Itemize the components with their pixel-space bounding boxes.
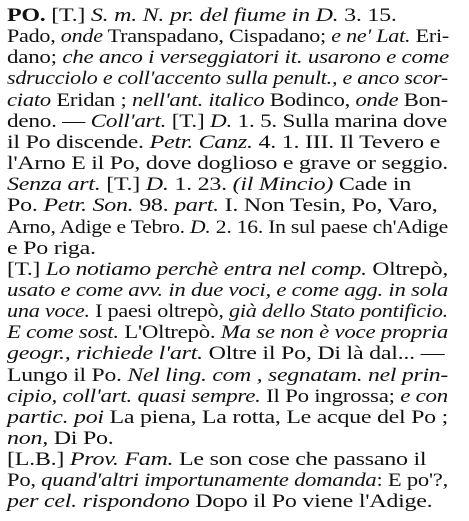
text-run: dano; (7, 47, 63, 69)
italic-run: Prov. Fam. (69, 449, 174, 471)
text-run: Di Po. (47, 428, 114, 449)
entry-line-text (7, 490, 432, 514)
text-run: [T.] (100, 174, 146, 196)
text-run: [T.] (7, 258, 46, 280)
text-run: 4. 1. III. Il Tevero e (252, 131, 441, 153)
text-run: I paesi oltrepò, (89, 301, 230, 323)
text-run: Pado, (7, 26, 61, 48)
italic-run: per cel. rispondono (7, 491, 190, 513)
italic-run: già dello Stato pontificio. (229, 301, 449, 323)
text-run: Cade in (333, 174, 412, 196)
italic-run: geogr., richiede l'art. (7, 343, 203, 365)
italic-run: onde (60, 26, 103, 48)
italic-run: D. (210, 110, 233, 132)
italic-run: una voce. (7, 301, 90, 323)
text-run: Oltre il Po, Di là dal... — (202, 343, 445, 365)
text-run: I. Non Tesin, Po, Varo, (218, 195, 438, 217)
text-run: e Po riga. (7, 237, 96, 259)
text-run: 1. 23. (168, 174, 233, 196)
text-run: 98. (133, 195, 175, 217)
italic-run: sdrucciolo e coll'accento sulla penult., e anco scor- (7, 68, 448, 90)
text-run: il Po discende. (7, 131, 150, 153)
italic-run: partic. poi (7, 406, 104, 428)
entry-line (7, 490, 433, 514)
italic-run: Petr. Son. (43, 195, 134, 217)
italic-run: che anco i verseggiatori it. usarono e come (62, 47, 449, 69)
text-run: 1. 5. Sulla marina dove (232, 110, 448, 132)
text-run: L'Oltrepò. (118, 322, 221, 344)
italic-run: (il Mincio) (232, 174, 334, 196)
text-run: Oltrepò, (366, 258, 449, 280)
text-run: Eridan ; (50, 89, 132, 111)
headword: PO. (7, 5, 46, 26)
italic-run: Nel ling. com , segnatam. nel prin- (127, 364, 448, 386)
text-run: Po. (7, 195, 44, 217)
italic-run: D. (190, 216, 211, 238)
text-run: Lungo il Po. (7, 364, 128, 386)
text-run: 3. 15. (338, 5, 397, 26)
italic-run: e con (400, 385, 448, 407)
text-run: l'Arno E il Po, dove doglioso e grave or seggio. (7, 153, 448, 175)
italic-run: e ne' Lat. (331, 26, 411, 48)
text-run: Il Po ingrossa; (260, 385, 401, 407)
italic-run: onde (355, 89, 399, 111)
italic-run: Petr. Canz. (149, 131, 253, 153)
italic-run: cipio, coll'art. quasi sempre. (7, 385, 261, 407)
text-run: Le son cose che passano il (173, 449, 427, 471)
italic-run: Ma se non è voce propria (220, 322, 449, 344)
italic-run: E come sost. (7, 322, 119, 344)
italic-run: S. m. N. pr. del fiume in D. (90, 5, 339, 26)
text-run: Eri- (410, 26, 450, 48)
text-run: 2. 16. In sul paese ch'Adige (210, 216, 448, 238)
text-run: deno. — (7, 110, 91, 132)
italic-run: Senza art. (7, 174, 101, 196)
text-run: [T.] (166, 110, 211, 132)
text-run: : E po'?, (376, 470, 448, 492)
text-run: [L.B.] (7, 449, 70, 471)
italic-run: D. (145, 174, 169, 196)
italic-run: usato e come avv. in due voci, e come agg. in sola (7, 279, 449, 301)
italic-run: non, (7, 428, 48, 449)
text-run: Dopo il Po viene l'Adige. (189, 491, 433, 513)
italic-run: nell'ant. italico (131, 89, 265, 111)
text-run: La piena, La rotta, Le acque del Po ; (103, 406, 448, 428)
text-run: [T.] (45, 5, 91, 26)
text-run: Bodinco, (264, 89, 356, 111)
italic-run: Lo notiamo perchè entra nel comp. (45, 258, 367, 280)
text-run: Bon- (398, 89, 448, 111)
italic-run: Coll'art. (90, 110, 167, 132)
italic-run: ciato (7, 89, 51, 111)
italic-run: part. (174, 195, 219, 217)
text-run: Arno, Adige e Tebro. (7, 216, 191, 238)
italic-run: quand'altri importunamente domanda (41, 470, 377, 492)
text-run: Po, (7, 470, 42, 492)
text-run: Transpadano, Cispadano; (102, 26, 332, 48)
